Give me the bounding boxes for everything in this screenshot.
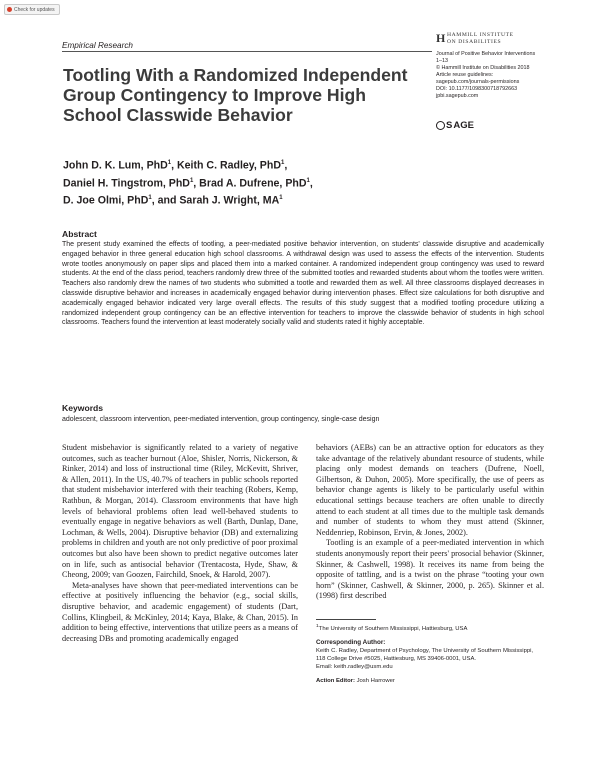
keywords-text: adolescent, classroom intervention, peer-mediated intervention, group contingency, single-case design (62, 416, 380, 423)
body-paragraph: Meta-analyses have shown that peer-mediated interventions can be effective at positively influencing the behavior (e.g., social skills, disruptive behavior, and academic engagement) of students (Dart, Collins, Klingbeil, & McKinley, 2014; Kaya, Blake, & Chan, 2015). In addition to being effective, interventions that utilize peers as a means of decreasing DBs and promoting academically engaged (62, 580, 298, 643)
sage-letter: S (446, 120, 453, 131)
journal-url-link[interactable]: jpbi.sagepub.com (436, 93, 479, 99)
affiliation-sup: 1 (148, 195, 152, 202)
corresponding-author-heading: Corresponding Author: (316, 638, 386, 646)
sage-letters: AGE (453, 120, 474, 131)
publisher-name (447, 32, 514, 45)
affiliation-sup: 1 (167, 160, 172, 166)
permissions-link[interactable]: sagepub.com/journals-permissions (436, 79, 520, 85)
author-name: Daniel H. Tingstrom, PhD (63, 177, 190, 190)
affiliation-note (316, 623, 544, 633)
header-rule (62, 51, 432, 52)
publisher-mark-icon: H (436, 31, 446, 45)
affiliation-sup: 1 (189, 177, 194, 184)
author-list (63, 156, 393, 209)
journal-info (436, 51, 566, 100)
action-editor-label: Action Editor: (316, 677, 355, 684)
page-range: 1–13 (436, 58, 448, 64)
section-label: Empirical Research (62, 41, 133, 50)
affiliation-sup: 1 (316, 624, 319, 629)
abstract-text: The present study examined the effects of tootling, a peer-mediated positive behavior intervention, on students' classwide disruptive and academically engaged behavior in three general education high school classrooms. A withdrawal design was used to assess the effects of the intervention. Students wrote tootles anonymously on paper slips and placed them into a marked container. A randomized independent group contingency was used to reward students. At the end of the class period, teachers randomly drew three of the submitted tootles and rewarded students about whom the tootles were written. Teachers also randomly drew the names of two students who submitted a tootle and rewarded them as well. All three classrooms displayed decreases in classwide disruptive behavior and increases in academically engaged behavior during intervention phases. Effect size calculations for both disruptive and academically engaged behavior indicated very large overall effects. The results of this study suggest that a modified tootling procedure utilizing a randomized independent group contingency can be an effective intervention for teachers to improve the classwide behavior of students in high school classrooms. Teachers found the intervention at least moderately socially valid and students rated it highly acceptable. (62, 241, 544, 327)
journal-name: Journal of Positive Behavior Interventions (436, 51, 536, 57)
body-paragraph: Tootling is an example of a peer-mediated intervention in which students anonymously report their peers' prosocial behavior (Skinner, Skinner, & Cashwell, 1998). It receives its name from being the opposite of tattling, and is a twist on the phrase “tooting your own horn” (Skinner, Cashwell, & Skinner, 2000, p. 265). Skinner et al. (1998) first described (316, 538, 544, 601)
author-line-2: Daniel H. Tingstrom, PhD$^1$, Brad A. Dufrene, PhD$^1$, (63, 177, 313, 190)
publisher-name-line: HAMMILL INSTITUTE (447, 32, 514, 38)
doi-link[interactable]: DOI: 10.1177/1098300718792663 (436, 86, 518, 92)
affiliation-text: The University of Southern Mississippi, Hattiesburg, USA (318, 625, 468, 632)
keywords-heading: Keywords (62, 403, 104, 413)
author-name: John D. K. Lum, PhD (63, 159, 168, 172)
copyright: © Hammill Institute on Disabilities 2018 (436, 65, 530, 71)
affiliation-sup: 1 (279, 195, 283, 202)
author-email[interactable]: Email: keith.radley@usm.edu (316, 663, 393, 670)
author-line-1: John D. K. Lum, PhD$^1$, Keith C. Radley, PhD$^1$, (63, 159, 288, 172)
sage-logo (436, 120, 474, 131)
footnote-rule (316, 619, 376, 620)
body-column-left (62, 443, 298, 644)
action-editor-name: Josh Harrower (354, 677, 395, 684)
body-paragraph: behaviors (AEBs) can be an attractive option for educators as they take advantage of the relatively abundant resource of students, while placing only modest demands on teachers (Dufrene, Noell, Gilbertson, & Duhon, 2005). More specifically, the use of peers as behavior change agents is likely to be particularly useful within educational settings because teachers are often unable to directly attend to each student at all times due to the multiple task demands and number of students to whom they must attend (Skinner, Neddenriep, Robinson, Ervin, & Jones, 2002). (316, 443, 544, 537)
badge-label: Check for updates (14, 7, 55, 13)
author-name: D. Joe Olmi, PhD (63, 194, 149, 207)
body-paragraph: Student misbehavior is significantly related to a variety of negative outcomes, such as teacher burnout (Aloe, Shisler, Norris, Nickerson, & Rinker, 2014) and loss of instructional time (Riley, McKevitt, Shriver, & Allen, 2011). In the US, 40.7% of teachers in public schools reported that student misbehavior interfered with their teaching (Robers, Kemp, Rathbun, & Morgan, 2014). Classroom environments that have high levels of behavioral problems often lead well-behaved students to eventually engage in negative behaviors as well (Barth, Dunlap, Dane, Lochman, & Wells, 2004). Disruptive behavior (DB) and externalizing problems in children and youth are not only predictive of poor proximal outcomes but also have been shown to predict negative outcomes later on in life, such as antisocial behavior (Trentacosta, Hyde, Shaw, & Cheong, 2009; van Goozen, Fairchild, Snoek, & Harold, 2007). (62, 443, 298, 580)
sage-circle-icon (436, 121, 445, 130)
corresponding-author-text: Keith C. Radley, Department of Psychology, The University of Southern Mississippi, 118 College Drive #5025, Hattiesburg, MS 39406-0001, USA. (316, 647, 534, 662)
reuse-guidelines-label: Article reuse guidelines: (436, 72, 494, 78)
update-dot-icon (7, 7, 12, 12)
body-column-right (316, 443, 544, 602)
publisher-name-line: ON DISABILITIES (447, 38, 502, 45)
article-title: Tootling With a Randomized Independent Group Contingency to Improve High School Classwide Behavior (63, 65, 408, 125)
abstract-heading: Abstract (62, 229, 97, 239)
author-name: , Keith C. Radley, PhD (171, 159, 281, 172)
author-name: , and Sarah J. Wright, MA (151, 194, 280, 207)
affiliation-sup: 1 (306, 177, 310, 184)
affiliation-sup: 1 (281, 160, 285, 166)
action-editor (316, 677, 544, 685)
author-line-3 (63, 191, 393, 209)
author-name: , Brad A. Dufrene, PhD (193, 177, 307, 190)
footnotes (316, 619, 544, 685)
check-for-updates-badge[interactable] (4, 4, 60, 15)
